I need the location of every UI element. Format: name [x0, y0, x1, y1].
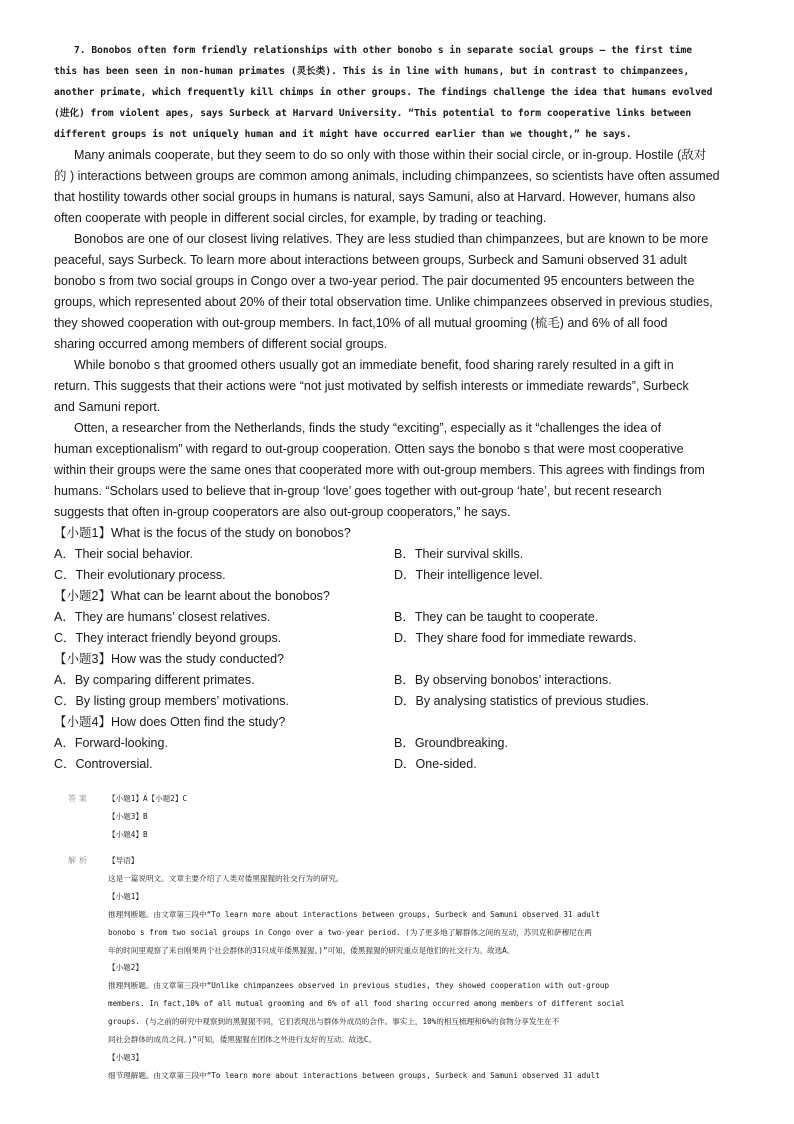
analysis-line: 【小题1】 — [108, 891, 143, 901]
analysis-line: 推理判断题。由文章第三段中“To learn more about interactions between groups, Surbeck and Samuni observed 31 adult — [108, 909, 600, 919]
body-line: humans. “Scholars used to believe that in-group ‘love’ goes together with out-group ‘hate’, but recent research — [54, 484, 662, 498]
option-b: B．Their survival skills. — [394, 547, 524, 561]
answer-line: 【小题3】B — [108, 811, 148, 821]
option-d: D．By analysing statistics of previous studies. — [394, 694, 649, 708]
analysis-line: 细节理解题。由文章第三段中“To learn more about interactions between groups, Surbeck and Samuni observed 31 adult — [108, 1070, 600, 1080]
option-c: C．Their evolutionary process. — [54, 568, 226, 582]
analysis-lines — [108, 852, 728, 1085]
question-stem: 【小题4】How does Otten find the study? — [54, 715, 286, 729]
body-line: return. This suggests that their actions were “not just motivated by selfish interests or immediate rewards”, Surbeck — [54, 379, 689, 393]
question-2 — [54, 586, 744, 649]
option-d: D．They share food for immediate rewards. — [394, 631, 637, 645]
analysis-line: 这是一篇说明文。文章主要介绍了人类对倭黑猩猩的社交行为的研究。 — [108, 873, 344, 883]
body-line: Otten, a researcher from the Netherlands, finds the study “exciting”, especially as it “challenges the idea of — [74, 421, 662, 435]
intro-line: (进化) from violent apes, says Surbeck at Harvard University. “This potential to form cooperative links between — [54, 108, 692, 119]
intro-line: different groups is not uniquely human and it might have occurred earlier than we thought,” he says. — [54, 129, 632, 140]
intro-line: another primate, which frequently kill chimps in other groups. The findings challenge the idea that humans evolved — [54, 87, 713, 98]
body-line: Many animals cooperate, but they seem to do so only with those within their social circle, or in-group. Hostile (敌对 — [74, 148, 707, 162]
option-a: A．Their social behavior. — [54, 547, 193, 561]
body-line: peaceful, says Surbeck. To learn more about interactions between groups, Surbeck and Samuni observed 31 adult — [54, 253, 687, 267]
body-line: suggests that often in-group cooperators are also out-group cooperators,” he says. — [54, 505, 511, 519]
option-a: A．They are humans’ closest relatives. — [54, 610, 271, 624]
analysis-line: bonobo s from two social groups in Congo over a two-year period. (为了更多地了解群体之间的互动，苏贝克和萨穆尼在两 — [108, 927, 592, 937]
body-line: and Samuni report. — [54, 400, 161, 414]
option-d: D．Their intelligence level. — [394, 568, 543, 582]
analysis-line: 推理判断题。由文章第三段中“Unlike chimpanzees observed in previous studies, they showed cooperation with out-group — [108, 981, 610, 991]
body-line: often cooperate with people in different social circles, for example, by trading or teaching. — [54, 211, 547, 225]
option-b: B．They can be taught to cooperate. — [394, 610, 599, 624]
body-lines — [54, 145, 744, 523]
option-c: C．By listing group members’ motivations. — [54, 694, 290, 708]
intro-line: this has been seen in non-human primates (灵长类). This is in line with humans, but in contrast to chimpanzees, — [54, 66, 690, 77]
option-d: D．One-sided. — [394, 757, 477, 771]
body-line: Bonobos are one of our closest living relatives. They are less studied than chimpanzees, but are known to be more — [74, 232, 709, 246]
body-line: within their groups were the same ones that cooperated more with out-group members. This agrees with findings from — [54, 463, 705, 477]
option-a: A．By comparing different primates. — [54, 673, 255, 687]
analysis-line: 同社会群体的成员之间。)”可知，倭黑猩猩在团体之外进行友好的互动。故选C。 — [108, 1035, 377, 1045]
option-b: B．Groundbreaking. — [394, 736, 508, 750]
analysis-line: 【导语】 — [108, 856, 139, 865]
body-line: 的 ) interactions between groups are common among animals, including chimpanzees, so scientists have often assumed — [54, 169, 720, 183]
option-a: A．Forward-looking. — [54, 736, 168, 750]
question-4 — [54, 712, 744, 775]
body-line: While bonobo s that groomed others usually got an immediate benefit, food sharing rarely resulted in a gift in — [74, 358, 674, 372]
body-line: human exceptionalism” with regard to out-group cooperation. Otten says the bonobo s that were most cooperative — [54, 442, 684, 456]
answer-label: 答案 — [68, 794, 90, 803]
analysis-line: 年的时间里观察了来自刚果两个社会群体的31只成年倭黑猩猩。)”可知，倭黑猩猩的研究重点是他们的社交行为。故选A。 — [108, 945, 515, 955]
answer-lines — [108, 790, 728, 844]
analysis-line: groups. (与之前的研究中观察到的黑猩猩不同，它们表现出与群体外成员的合作。事实上，10%的相互梳理和6%的食物分享发生在不 — [108, 1017, 560, 1027]
analysis-label: 解析 — [68, 856, 90, 865]
answer-line: 【小题4】B — [108, 829, 148, 839]
intro-line: 7. Bonobos often form friendly relationships with other bonobo s in separate social groups — the first time — [74, 45, 693, 56]
answer-line: 【小题1】A【小题2】C — [108, 794, 188, 803]
question-stem: 【小题2】What can be learnt about the bonobos? — [54, 589, 330, 603]
analysis-line: 【小题2】 — [108, 963, 143, 973]
option-b: B．By observing bonobos’ interactions. — [394, 673, 612, 687]
analysis-line: 【小题3】 — [108, 1052, 143, 1062]
option-c: C．Controversial. — [54, 757, 153, 771]
question-stem: 【小题1】What is the focus of the study on bonobos? — [54, 526, 351, 540]
analysis-line: members. In fact,10% of all mutual grooming and 6% of all food sharing occurred among members of different social — [108, 999, 625, 1009]
question-3 — [54, 649, 744, 712]
passage-intro — [54, 40, 744, 145]
body-line: bonobo s from two social groups in Congo over a two-year period. The pair documented 95 encounters between the — [54, 274, 695, 288]
question-stem: 【小题3】How was the study conducted? — [54, 652, 284, 666]
question-1 — [54, 523, 744, 586]
body-line: they showed cooperation with out-group members. In fact,10% of all mutual grooming (梳毛) and 6% of all food — [54, 316, 668, 330]
body-line: groups, which represented about 20% of their total observation time. Unlike chimpanzees observed in previous studies, — [54, 295, 713, 309]
option-c: C．They interact friendly beyond groups. — [54, 631, 282, 645]
body-line: sharing occurred among members of different social groups. — [54, 337, 388, 351]
passage-body — [54, 145, 744, 775]
body-line: that hostility towards other social groups in humans is natural, says Samuni, also at Harvard. However, humans also — [54, 190, 696, 204]
